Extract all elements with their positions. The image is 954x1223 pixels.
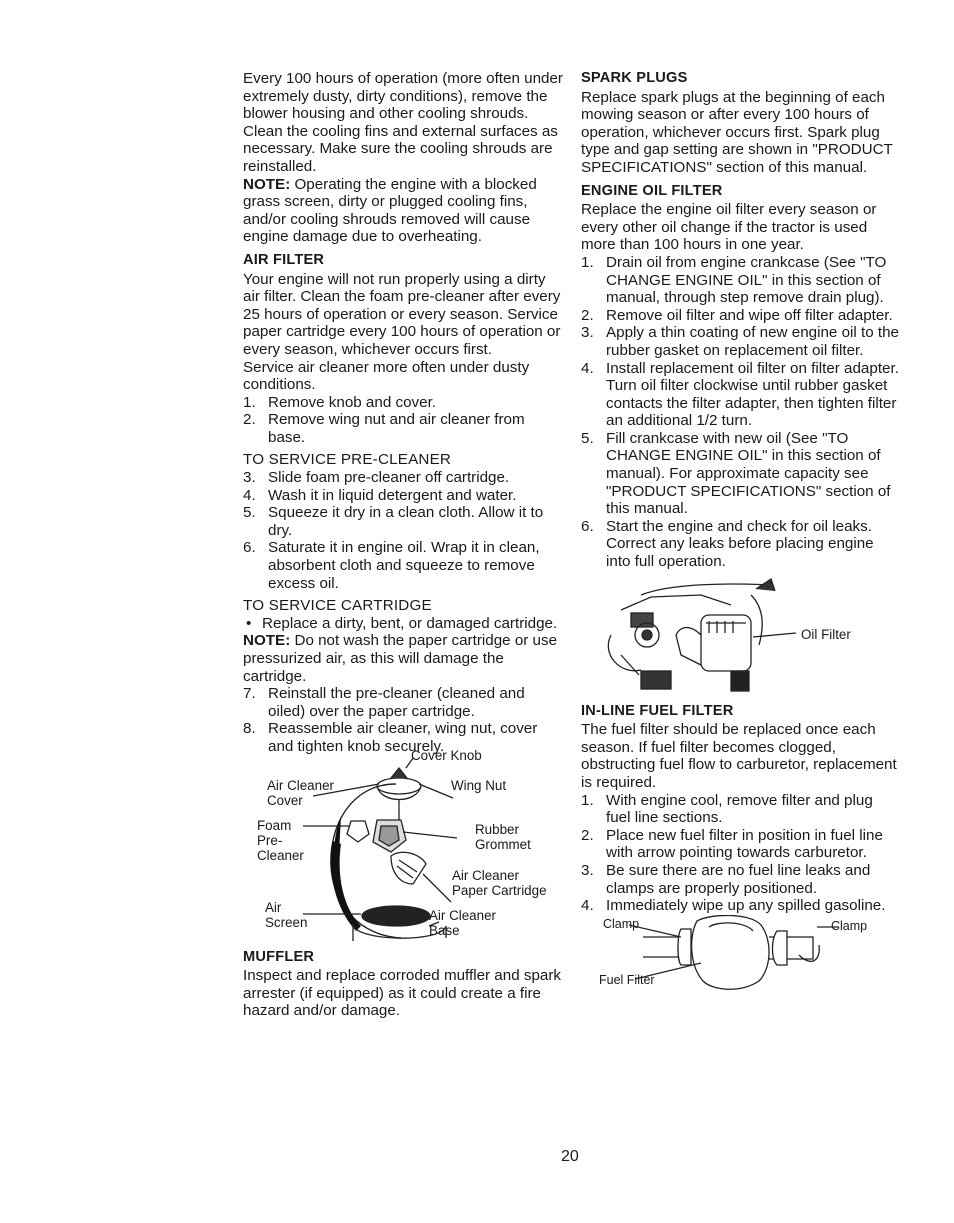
fuel-filter-figure bbox=[581, 915, 901, 995]
note-overheating bbox=[243, 176, 563, 246]
note-text: Do not wash the paper cartridge or use pressurized air, as this will damage the cartridge. bbox=[243, 632, 558, 685]
label-fuel-filter: Fuel Filter bbox=[599, 972, 655, 987]
label-clamp-right: Clamp bbox=[831, 918, 868, 933]
label-foam-pre-cleaner: Foam Pre- Cleaner bbox=[257, 817, 304, 863]
label-air-cleaner-cover: Air Cleaner Cover bbox=[267, 777, 334, 808]
label-cover-knob: Cover Knob bbox=[411, 747, 482, 763]
list-item: 2. Remove oil filter and wipe off filter adapter. bbox=[581, 306, 893, 324]
label-wing-nut: Wing Nut bbox=[451, 777, 507, 793]
bullet-item: • Replace a dirty, bent, or damaged cartridge. bbox=[246, 614, 558, 632]
oil-filter-figure bbox=[581, 575, 901, 695]
spark-plugs-heading: SPARK PLUGS bbox=[581, 70, 688, 86]
list-item: 7. Reinstall the pre-cleaner (cleaned and oiled) over the paper cartridge. bbox=[243, 685, 525, 720]
spark-plugs-paragraph: Replace spark plugs at the beginning of each mowing season or after every 100 hours of operation, whichever occurs first. Spark plug type and gap setting are shown in "PRODUCT SPECIFICATIONS" section of this manual. bbox=[581, 88, 893, 176]
engine-oil-filter-heading: ENGINE OIL FILTER bbox=[581, 182, 723, 199]
label-oil-filter: Oil Filter bbox=[801, 626, 851, 642]
label-air-screen: Air Screen bbox=[265, 899, 308, 930]
label-paper-cartridge: Air Cleaner Paper Cartridge bbox=[452, 867, 547, 898]
intro-paragraph: Every 100 hours of operation (more often under extremely dusty, dirty conditions), remove the blower housing and other cooling shrouds. Clean the cooling fins and external surfaces as necessary. Make sure the cooling shrouds are reinstalled. bbox=[243, 70, 563, 175]
label-rubber-grommet: Rubber Grommet bbox=[475, 821, 531, 852]
list-item: 1. Remove knob and cover. bbox=[243, 393, 437, 411]
note-text: Operating the engine with a blocked grass screen, dirty or plugged cooling fins, and/or cooling shrouds removed will cause engine damage due to overheating. bbox=[243, 175, 537, 246]
list-item: 5. Fill crankcase with new oil (See "TO CHANGE ENGINE OIL" in this section of manual). For approximate capacity see "PRODUCT SPECIFICATIONS" section of this manual. bbox=[581, 429, 891, 518]
list-item: 4. Immediately wipe up any spilled gasoline. bbox=[581, 897, 886, 915]
muffler-heading: MUFFLER bbox=[243, 948, 315, 965]
list-item: 3. Slide foam pre-cleaner off cartridge. bbox=[243, 469, 510, 487]
label-clamp-left: Clamp bbox=[603, 916, 640, 931]
right-column bbox=[581, 70, 901, 995]
list-item: 3. Be sure there are no fuel line leaks and clamps are properly positioned. bbox=[581, 861, 871, 897]
air-filter-paragraph: Your engine will not run properly using a dirty air filter. Clean the foam pre-cleaner after every 25 hours of operation or every season. Service paper cartridge every 100 hours of operation or every season, whichever occurs first. bbox=[243, 270, 561, 358]
note-label: NOTE: bbox=[243, 175, 291, 193]
fuel-filter-steps bbox=[581, 792, 901, 915]
oil-filter-steps bbox=[581, 254, 901, 571]
reassemble-steps bbox=[243, 685, 563, 755]
pre-cleaner-steps bbox=[243, 469, 563, 592]
air-filter-steps bbox=[243, 394, 563, 447]
list-item: 1. With engine cool, remove filter and plug fuel line sections. bbox=[581, 791, 873, 827]
note-label: NOTE: bbox=[243, 632, 291, 650]
list-item: 6. Saturate it in engine oil. Wrap it in clean, absorbent cloth and squeeze to remove excess oil. bbox=[243, 539, 540, 592]
engine-oil-filter-paragraph: Replace the engine oil filter every season or every other oil change if the tractor is used more than 100 hours in one year. bbox=[581, 201, 877, 254]
list-item: 2. Remove wing nut and air cleaner from base. bbox=[243, 411, 525, 446]
left-column bbox=[243, 70, 563, 1020]
cartridge-heading: TO SERVICE CARTRIDGE bbox=[243, 597, 432, 615]
air-filter-paragraph-2: Service air cleaner more often under dusty conditions. bbox=[243, 358, 530, 394]
list-item: 2. Place new fuel filter in position in fuel line with arrow pointing towards carburetor. bbox=[581, 826, 883, 862]
muffler-paragraph: Inspect and replace corroded muffler and spark arrester (if equipped) as it could create a fire hazard and/or damage. bbox=[243, 967, 561, 1020]
list-item: 6. Start the engine and check for oil leaks. Correct any leaks before placing engine into full operation. bbox=[581, 517, 874, 571]
list-item: 3. Apply a thin coating of new engine oil to the rubber gasket on replacement oil filter. bbox=[581, 324, 899, 359]
air-cleaner-figure bbox=[241, 747, 563, 951]
bullet-icon: • bbox=[246, 614, 252, 632]
list-item: 8. Reassemble air cleaner, wing nut, cover and tighten knob securely. bbox=[243, 720, 538, 755]
list-item: 5. Squeeze it dry in a clean cloth. Allow it to dry. bbox=[243, 504, 544, 539]
in-line-fuel-filter-heading: IN-LINE FUEL FILTER bbox=[581, 702, 734, 719]
page-number: 20 bbox=[561, 1148, 579, 1165]
pre-cleaner-heading: TO SERVICE PRE-CLEANER bbox=[243, 451, 452, 469]
in-line-fuel-filter-paragraph: The fuel filter should be replaced once each season. If fuel filter becomes clogged, obstructing fuel flow to carburetor, replacement is required. bbox=[581, 721, 897, 791]
air-filter-heading: AIR FILTER bbox=[243, 251, 325, 268]
list-item: 4. Install replacement oil filter on filter adapter. Turn oil filter clockwise until rubber gasket contacts the filter adapter, then tighten filter an additional 1/2 turn. bbox=[581, 359, 899, 430]
label-air-cleaner-base: Air Cleaner Base bbox=[429, 907, 496, 938]
list-item: 1. Drain oil from engine crankcase (See "TO CHANGE ENGINE OIL" in this section of manual, through step remove drain plug). bbox=[581, 253, 887, 307]
list-item: 4. Wash it in liquid detergent and water. bbox=[243, 486, 517, 504]
note-cartridge bbox=[243, 632, 563, 685]
